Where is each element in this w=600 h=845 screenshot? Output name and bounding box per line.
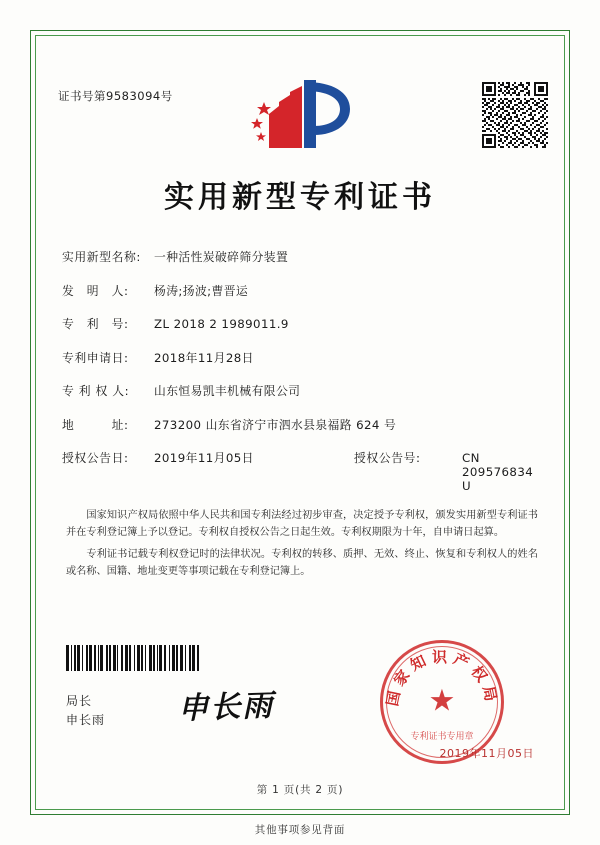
field-label: 专 利 号: (62, 317, 129, 331)
field-value-grant-date: 2019年11月05日 (154, 451, 254, 465)
seal-arc-label: 国家知识产权局 (383, 648, 501, 708)
handwritten-signature: 申长雨 (177, 688, 275, 727)
field-row-patent-number (62, 315, 538, 332)
barcode (66, 645, 256, 671)
field-label: 专利申请日: (62, 350, 129, 365)
certificate-number: 证书号第9583094号 (58, 89, 173, 103)
field-value: 杨涛;扬波;曹晋运 (154, 283, 249, 298)
signer-name: 申长雨 (66, 712, 106, 727)
field-row-inventor (62, 282, 538, 299)
field-label: 地 址: (62, 417, 129, 432)
signer-title: 局长 (66, 694, 93, 708)
page-title: 实用新型专利证书 (164, 180, 436, 215)
field-value-grant-number: CN 209576834 U (462, 451, 534, 493)
field-label: 发 明 人: (62, 283, 129, 298)
field-label: 实用新型名称: (62, 250, 141, 264)
seal-date: 2019年11月05日 (439, 747, 534, 760)
field-row-grant-announcement (62, 449, 538, 493)
qr-code-image (482, 82, 548, 148)
field-row-patentee (62, 382, 538, 399)
field-row-address (62, 416, 538, 433)
signer-block (66, 692, 105, 729)
seal-bottom-text: 专利证书专用章 (410, 732, 474, 742)
field-value: 一种活性炭破碎筛分装置 (154, 250, 289, 264)
cnipa-logo (246, 78, 354, 152)
field-value: 273200 山东省济宁市泗水县泉福路 624 号 (154, 417, 397, 432)
field-label-grant-date: 授权公告日: (62, 451, 129, 465)
seal-star: ★ (428, 683, 456, 719)
page-number: 第 1 页(共 2 页) (256, 784, 344, 796)
certificate-fields (62, 248, 538, 510)
field-value: 2018年11月28日 (154, 350, 254, 365)
field-row-application-date (62, 349, 538, 366)
field-value: 山东恒易凯丰机械有限公司 (154, 384, 301, 398)
field-value: ZL 2018 2 1989011.9 (154, 317, 289, 331)
field-label-grant-number: 授权公告号: (354, 451, 421, 465)
cnipa-logo-image (246, 78, 354, 152)
legal-paragraph-2: 专利证书记载专利权登记时的法律状况。专利权的转移、质押、无效、终止、恢复和专利权人的姓名或名称、国籍、地址变更等事项记载在专利登记簿上。 (66, 549, 538, 577)
legal-paragraph-1: 国家知识产权局依照中华人民共和国专利法经过初步审查，决定授予专利权，颁发实用新型专利证书并在专利登记簿上予以登记。专利权自授权公告之日起生效。专利权期限为十年，自申请日起算。 (66, 510, 538, 538)
footer-note: 其他事项参见背面 (254, 824, 346, 836)
legal-text (66, 508, 538, 586)
field-label: 专 利 权 人: (62, 384, 130, 398)
field-row-utility-model-name (62, 248, 538, 265)
qr-code (482, 82, 548, 148)
